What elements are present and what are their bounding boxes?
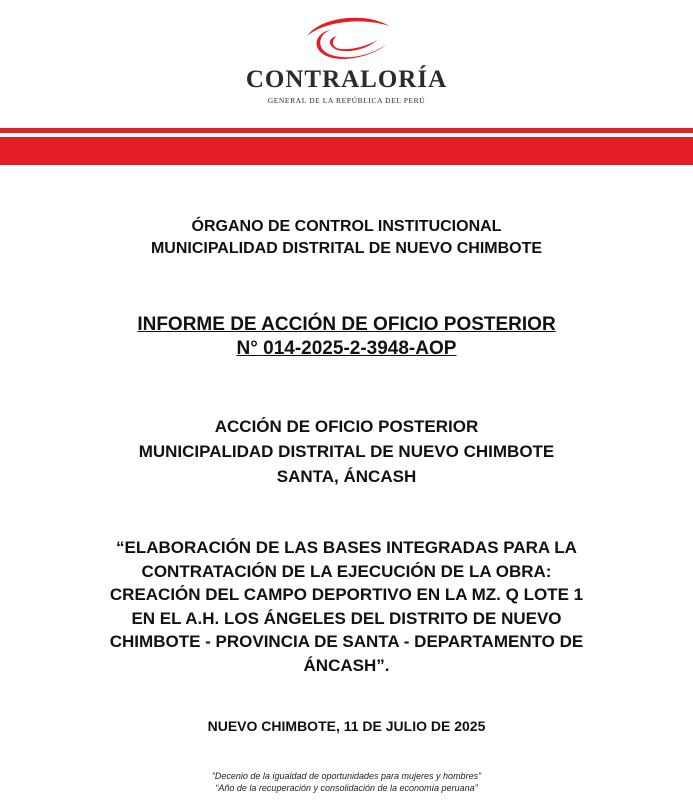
organ-name: ÓRGANO DE CONTROL INSTITUCIONAL — [191, 218, 502, 235]
organ-header — [0, 216, 693, 260]
footer-mottos — [0, 771, 693, 794]
contraloria-logo — [0, 14, 693, 106]
report-type: INFORME DE ACCIÓN DE OFICIO POSTERIOR — [137, 314, 556, 335]
subject-line: CREACIÓN DEL CAMPO DEPORTIVO EN LA MZ. Q LOTE 1 — [109, 585, 584, 604]
logo-subtitle: GENERAL DE LA REPÚBLICA DEL PERÚ — [267, 96, 426, 105]
municipality-name: MUNICIPALIDAD DISTRITAL DE NUEVO CHIMBOTE — [150, 240, 543, 257]
subject-line: CHIMBOTE - PROVINCIA DE SANTA - DEPARTAMENTO DE — [109, 632, 584, 651]
footer-motto: “Decenio de la igualdad de oportunidades para mujeres y hombres” — [211, 771, 482, 781]
red-band-thin — [0, 128, 693, 133]
report-number: N° 014-2025-2-3948-AOP — [236, 338, 457, 359]
red-band-thick — [0, 137, 693, 165]
subject-block — [60, 536, 633, 677]
logo-name: CONTRALORÍA — [245, 66, 448, 93]
contraloria-emblem-icon — [301, 14, 393, 62]
action-entity: MUNICIPALIDAD DISTRITAL DE NUEVO CHIMBOTE — [138, 442, 555, 461]
subject-line: CONTRATACIÓN DE LA EJECUCIÓN DE LA OBRA: — [141, 561, 552, 581]
subject-line: “ELABORACIÓN DE LAS BASES INTEGRADAS PARA LA — [116, 538, 577, 557]
footer-motto: “Año de la recuperación y consolidación de la economía peruana” — [215, 782, 478, 793]
action-location: SANTA, ÁNCASH — [276, 467, 417, 486]
report-date: NUEVO CHIMBOTE, 11 DE JULIO DE 2025 — [207, 718, 486, 734]
action-type: ACCIÓN DE OFICIO POSTERIOR — [214, 417, 479, 436]
subject-line: ÁNCASH”. — [303, 655, 390, 675]
action-block — [0, 414, 693, 489]
report-title — [0, 313, 693, 361]
subject-line: EN EL A.H. LOS ÁNGELES DEL DISTRITO DE NUEVO — [131, 608, 562, 628]
